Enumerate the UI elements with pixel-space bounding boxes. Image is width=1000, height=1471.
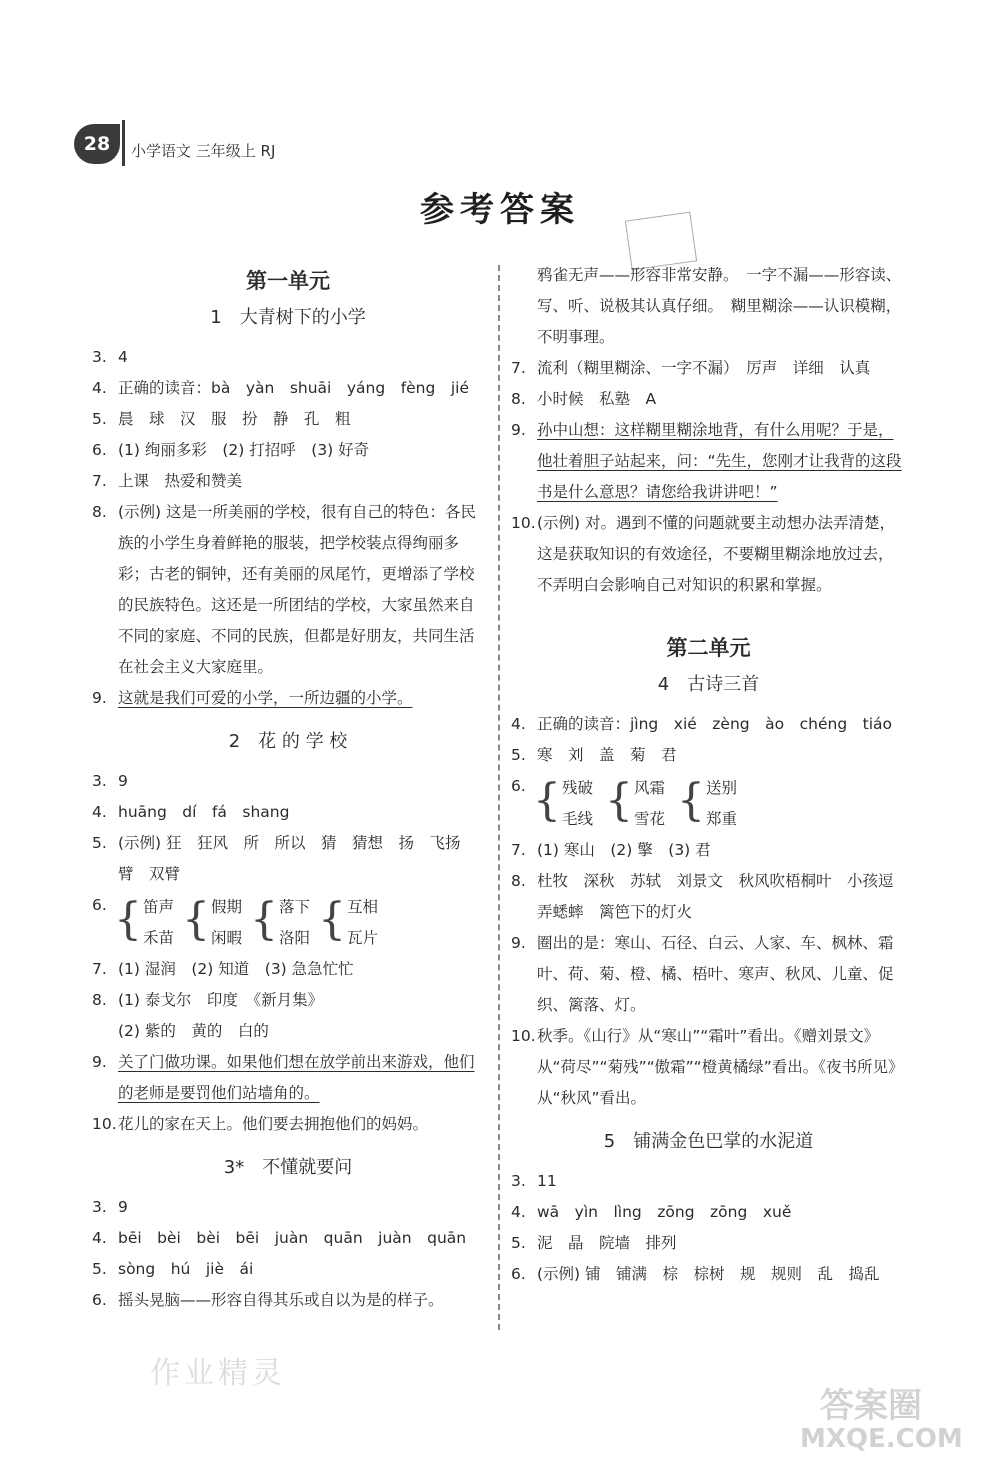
brace-icon: {: [677, 775, 705, 826]
item-number: 7.: [92, 960, 107, 978]
item-number: 5.: [92, 1260, 107, 1278]
answer-list: [511, 709, 906, 771]
answer-item: [92, 404, 484, 435]
item-text: 9: [118, 1198, 128, 1216]
item-number: 8.: [92, 503, 107, 521]
answer-item: [511, 415, 906, 508]
answer-item: [92, 373, 484, 404]
answer-item: [92, 1192, 484, 1223]
item-number: 3.: [92, 772, 107, 790]
page-title: 参考答案: [420, 190, 580, 230]
item-text: 泥 晶 院墙 排列: [537, 1234, 677, 1252]
item-text: (1) 泰戈尔 印度 《新月集》: [118, 991, 324, 1009]
lesson-title: 2 花 的 学 校: [228, 731, 348, 752]
brace-group: [250, 892, 310, 954]
answer-list: [92, 342, 484, 714]
item-number: 4.: [92, 1229, 107, 1247]
lesson-title: 4 古诗三首: [657, 674, 760, 695]
brace-word: 送别: [706, 779, 738, 797]
right-column: [511, 260, 906, 1290]
answer-item: [511, 1166, 906, 1197]
item-number: 5.: [511, 1234, 526, 1252]
item-text: 摇头晃脑——形容自得其乐或自以为是的样子。: [118, 1291, 444, 1309]
item-text: bēi bèi bèi bēi juàn quān juàn quān: [118, 1229, 467, 1247]
brace-icon: {: [114, 894, 142, 945]
answer-item: [92, 954, 484, 985]
item-number: 5.: [511, 746, 526, 764]
item-number: 9.: [92, 689, 107, 707]
item-text: (2) 紫的 黄的 白的: [118, 1022, 269, 1040]
item-number: 9.: [92, 1053, 107, 1071]
item-number: 7.: [511, 359, 526, 377]
item-number: 4.: [92, 379, 107, 397]
header-subject: 小学语文 三年级上 RJ: [131, 142, 276, 160]
item-text: (示例) 对。遇到不懂的问题就要主动想办法弄清楚，这是获取知识的有效途径，不要糊里糊涂地放过去，不弄明白会影响自己对知识的积累和掌握。: [537, 514, 896, 594]
item-number: 3.: [92, 348, 107, 366]
item-text: 9: [118, 772, 128, 790]
item-number: 6.: [511, 1265, 526, 1283]
item-text: 杜牧 深秋 苏轼 刘景文 秋风吹梧桐叶 小孩逗弄蟋蟀 篱笆下的灯火: [537, 872, 894, 921]
item-text: (示例) 这是一所美丽的学校，很有自己的特色：各民族的小学生身着鲜艳的服装，把学校装点得绚丽多彩；古老的铜钟，还有美丽的凤尾竹，更增添了学校的民族特色。这还是一所团结的学校，大家虽然来自不同的家庭、不同的民族，但都是好朋友，共同生活在社会主义大家庭里。: [118, 503, 477, 676]
item-number: 10.: [511, 514, 536, 532]
item-text: 正确的读音：jìng xié zèng ào chéng tiáo: [537, 715, 893, 733]
left-column: [92, 260, 484, 1316]
answer-item: [511, 384, 906, 415]
header-rule: [122, 120, 125, 166]
brace-group: [533, 773, 593, 835]
answer-item: [92, 985, 484, 1016]
page-number-badge: [74, 124, 120, 164]
item-text: 关了门做功课。如果他们想在放学前出来游戏，他们的老师是要罚他们站墙角的。: [118, 1053, 475, 1102]
item-text: 寒 刘 盖 菊 君: [537, 746, 677, 764]
brace-word: 假期: [211, 898, 243, 916]
item-text: (示例) 狂 狂风 所 所以 猜 猜想 扬 飞扬 臂 双臂: [118, 834, 477, 883]
item-text: (1) 湿润 (2) 知道 (3) 急急忙忙: [118, 960, 354, 978]
answer-list: [92, 766, 484, 890]
item-number: 6.: [92, 1291, 107, 1309]
item-number: 9.: [511, 934, 526, 952]
answer-continuation: 鸦雀无声——形容非常安静。 一字不漏——形容读、写、听、说极其认真仔细。 糊里糊涂——认识模糊，不明事理。: [537, 266, 902, 346]
brace-group: [677, 773, 737, 835]
answer-item: [511, 835, 906, 866]
brace-word: 笛声: [143, 898, 175, 916]
item-number: 3.: [92, 1198, 107, 1216]
item-text: (示例) 铺 铺满 棕 棕树 规 规则 乱 捣乱: [537, 1265, 880, 1283]
item-number: 4.: [511, 715, 526, 733]
item-text: 孙中山想：这样糊里糊涂地背，有什么用呢？于是，他壮着胆子站起来，问：“先生，您刚才让我背的这段书是什么意思？请您给我讲讲吧！”: [537, 421, 902, 501]
answer-item: [511, 1021, 906, 1114]
answer-item: [511, 353, 906, 384]
item-number: 4.: [511, 1203, 526, 1221]
brace-word: 毛线: [562, 810, 594, 828]
answer-item: [511, 928, 906, 1021]
watermark-text: 作业精灵: [150, 1356, 286, 1391]
brace-answer: [511, 771, 906, 835]
page-number: 28: [83, 133, 111, 155]
item-number: 3.: [511, 1172, 526, 1190]
answer-list: [511, 1166, 906, 1290]
answer-item: [92, 1254, 484, 1285]
answer-item: [92, 1223, 484, 1254]
answer-list: [511, 353, 906, 601]
item-text: 11: [537, 1172, 557, 1190]
brace-word: 禾苗: [143, 929, 175, 947]
answer-item: [92, 1016, 484, 1047]
answer-item: [511, 508, 906, 601]
answer-item: [92, 766, 484, 797]
unit-title: 第二单元: [666, 636, 751, 660]
item-number: 4.: [92, 803, 107, 821]
answer-item: [92, 1047, 484, 1109]
brace-word: 残破: [562, 779, 594, 797]
item-number: 8.: [511, 390, 526, 408]
item-text: wā yìn lìng zōng zōng xuě: [537, 1203, 792, 1221]
item-number: 7.: [92, 472, 107, 490]
item-text: sòng hú jiè ái: [118, 1260, 254, 1278]
brace-group: [114, 892, 174, 954]
answer-list: [511, 835, 906, 1114]
item-text: 这就是我们可爱的小学，一所边疆的小学。: [118, 689, 413, 707]
brace-icon: {: [605, 775, 633, 826]
lesson-title: 5 铺满金色巴掌的水泥道: [603, 1131, 814, 1152]
answer-item: [92, 435, 484, 466]
item-text: 小时候 私塾 A: [537, 390, 657, 408]
item-number: 8.: [511, 872, 526, 890]
brace-word: 闲暇: [211, 929, 243, 947]
item-number: 6.: [511, 777, 526, 795]
answer-item: [92, 1109, 484, 1140]
brace-word: 风霜: [634, 779, 666, 797]
brace-icon: {: [250, 894, 278, 945]
lesson-title: 1 大青树下的小学: [210, 307, 366, 328]
brace-answer: [92, 890, 484, 954]
column-divider: [498, 265, 500, 1330]
brace-word: 雪花: [634, 810, 666, 828]
item-text: 圈出的是：寒山、石径、白云、人家、车、枫林、霜叶、荷、菊、橙、橘、梧叶、寒声、秋风、儿童、促织、篱落、灯。: [537, 934, 894, 1014]
watermark-logo: 答案圈: [820, 1386, 922, 1426]
item-text: 秋季。《山行》从“寒山”“霜叶”看出。《赠刘景文》从“荷尽”“菊残”“傲霜”“橙黄橘绿”看出。《夜书所见》从“秋风”看出。: [537, 1027, 904, 1107]
item-text: 正确的读音：bà yàn shuāi yáng fèng jié: [118, 379, 469, 397]
item-number: 5.: [92, 410, 107, 428]
item-number: 6.: [92, 441, 107, 459]
item-number: 6.: [92, 896, 107, 914]
answer-list: [92, 1192, 484, 1316]
brace-word: 落下: [279, 898, 311, 916]
item-text: 上课 热爱和赞美: [118, 472, 243, 490]
answer-item: [92, 466, 484, 497]
item-text: 流利（糊里糊涂、一字不漏） 厉声 详细 认真: [537, 359, 871, 377]
lesson-title: 3* 不懂就要问: [223, 1157, 353, 1178]
answer-item: [511, 866, 906, 928]
brace-word: 郑重: [706, 810, 738, 828]
answer-item: [511, 1197, 906, 1228]
answer-item: [92, 497, 484, 683]
item-number: 8.: [92, 991, 107, 1009]
item-text: huāng dí fá shang: [118, 803, 290, 821]
answer-item: [511, 740, 906, 771]
brace-icon: {: [318, 894, 346, 945]
item-number: 7.: [511, 841, 526, 859]
answer-item: [92, 683, 484, 714]
brace-group: [605, 773, 665, 835]
answer-list: [92, 954, 484, 1140]
item-text: 4: [118, 348, 128, 366]
item-text: 花儿的家在天上。他们要去拥抱他们的妈妈。: [118, 1115, 429, 1133]
answer-item: [511, 1228, 906, 1259]
brace-icon: {: [182, 894, 210, 945]
item-number: 10.: [511, 1027, 536, 1045]
watermark-url: MXQE.COM: [800, 1424, 963, 1454]
item-text: (1) 绚丽多彩 (2) 打招呼 (3) 好奇: [118, 441, 370, 459]
unit-title: 第一单元: [246, 269, 330, 293]
answer-item: [92, 797, 484, 828]
brace-group: [182, 892, 242, 954]
answer-item: [92, 828, 484, 890]
item-text: (1) 寒山 (2) 擎 (3) 君: [537, 841, 711, 859]
brace-icon: {: [533, 775, 561, 826]
item-number: 9.: [511, 421, 526, 439]
answer-item: [511, 709, 906, 740]
item-number: 10.: [92, 1115, 117, 1133]
item-text: 晨 球 汉 服 扮 静 孔 粗: [118, 410, 351, 428]
brace-word: 互相: [347, 898, 379, 916]
brace-word: 瓦片: [347, 929, 379, 947]
brace-word: 洛阳: [279, 929, 311, 947]
answer-item: [92, 342, 484, 373]
answer-item: [92, 1285, 484, 1316]
answer-item: [511, 1259, 906, 1290]
item-number: 5.: [92, 834, 107, 852]
brace-group: [318, 892, 378, 954]
